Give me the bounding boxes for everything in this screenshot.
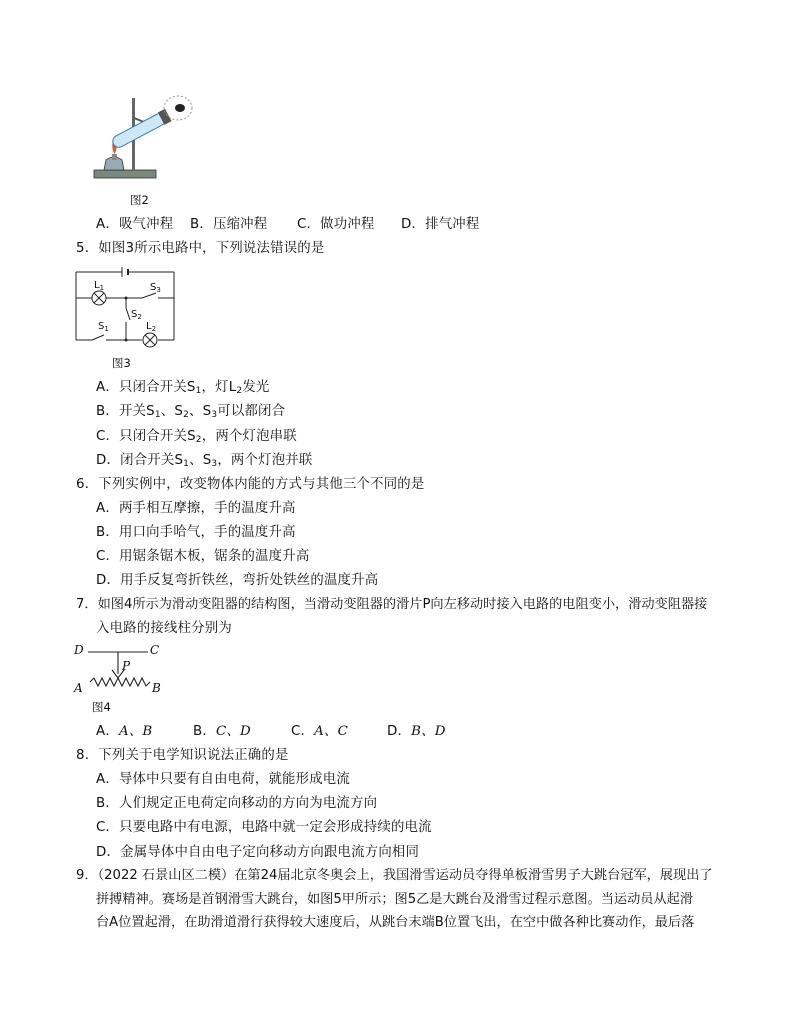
figure-2-test-tube-apparatus [88,92,198,188]
figure-3-caption: 图3 [112,356,131,370]
q6-option-a[interactable]: A．两手相互摩擦，手的温度升高 [96,501,296,516]
q7-stem-line1: 7．如图4所示为滑动变阻器的结构图，当滑动变阻器的滑片P向左移动时接入电路的电阻变小，滑动变阻器接 [76,597,708,612]
q6-stem: 6．下列实例中，改变物体内能的方式与其他三个不同的是 [76,477,425,492]
q7-stem-line2: 入电路的接线柱分别为 [96,621,232,636]
figure-2-caption: 图2 [130,193,149,207]
q9-line-1: 9．（2022 石景山区二模）在第24届北京冬奥会上，我国滑雪运动员夺得单板滑雪男子大跳台冠军，展现出了 [76,868,713,883]
q5-option-a[interactable]: A．只闭合开关$S_1$，灯$L_2$发光 [96,380,270,396]
figure-4-caption: 图4 [92,700,111,714]
figure-4-rheostat-diagram [70,640,170,698]
terminal-b-label: B [152,681,161,695]
q6-option-b[interactable]: B．用口向手哈气，手的温度升高 [96,525,296,540]
q4-option-d[interactable]: D．排气冲程 [401,217,480,232]
figure-3-circuit-diagram [70,262,182,350]
label-s1: $S_1$ [98,321,109,333]
q9-line-3: 台A位置起滑，在助滑道滑行获得较大速度后，从跳台末端B位置飞出，在空中做各种比赛动作，最后落 [96,915,695,930]
label-s3: $S_3$ [150,282,161,294]
q7-option-a[interactable]: A．A、B [96,724,153,739]
q7-option-d[interactable]: D．B、D [387,724,446,739]
slider-p-label: P [122,659,131,673]
q7-option-c[interactable]: C．A、C [291,724,349,739]
label-l2: $L_2$ [146,321,157,333]
q6-option-d[interactable]: D．用手反复弯折铁丝，弯折处铁丝的温度升高 [96,573,379,588]
q4-option-c[interactable]: C．做功冲程 [297,217,375,232]
q8-option-b[interactable]: B．人们规定正电荷定向移动的方向为电流方向 [96,796,378,811]
q5-stem: 5．如图3所示电路中，下列说法错误的是 [76,241,325,256]
q5-option-c[interactable]: C．只闭合开关$S_2$，两个灯泡串联 [96,429,297,445]
q9-line-2: 拼搏精神。赛场是首钢滑雪大跳台，如图5甲所示；图5乙是大跳台及滑雪过程示意图。当运动员从起滑 [96,892,694,907]
q5-option-d[interactable]: D．闭合开关$S_1$、$S_3$，两个灯泡并联 [96,453,313,469]
q4-option-a[interactable]: A．吸气冲程 [96,217,174,232]
terminal-c-label: C [150,643,160,657]
q8-stem: 8．下列关于电学知识说法正确的是 [76,748,289,763]
terminal-a-label: A [74,681,83,695]
q8-option-c[interactable]: C．只要电路中有电源，电路中就一定会形成持续的电流 [96,820,432,835]
terminal-d-label: D [74,643,84,657]
q6-option-c[interactable]: C．用锯条锯木板，锯条的温度升高 [96,549,310,564]
label-s2: $S_2$ [131,309,142,321]
q8-option-a[interactable]: A．导体中只要有自由电荷，就能形成电流 [96,772,350,787]
q5-option-b[interactable]: B．开关$S_1$、$S_2$、$S_3$可以都闭合 [96,404,286,420]
q8-option-d[interactable]: D．金属导体中自由电子定向移动方向跟电流方向相同 [96,845,420,860]
q4-option-b[interactable]: B．压缩冲程 [190,217,268,232]
label-l1: $L_1$ [94,280,105,292]
q7-option-b[interactable]: B．C、D [193,724,251,739]
